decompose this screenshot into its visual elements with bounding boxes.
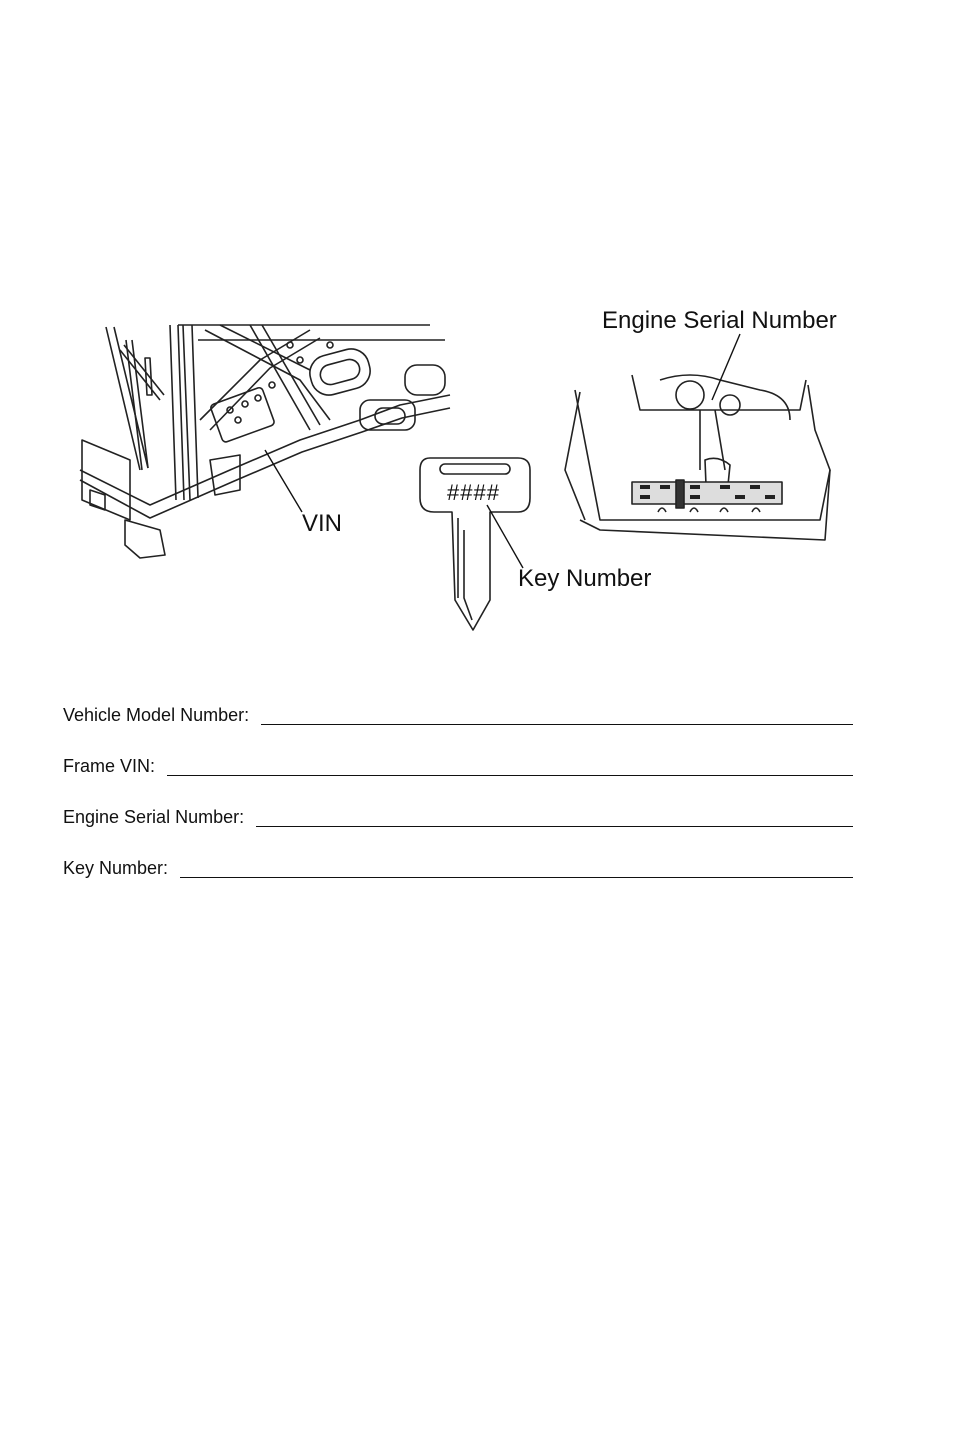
engine-compartment-illustration bbox=[565, 375, 830, 540]
vehicle-model-number-blank[interactable] bbox=[261, 724, 853, 725]
engine-serial-number-blank[interactable] bbox=[256, 826, 853, 827]
engine-serial-number-callout: Engine Serial Number bbox=[602, 307, 837, 334]
frame-vin-blank[interactable] bbox=[167, 775, 853, 776]
vehicle-model-number-label: Vehicle Model Number: bbox=[63, 705, 250, 725]
key-number-callout: Key Number bbox=[518, 565, 652, 592]
form-row-frame-vin bbox=[63, 727, 853, 778]
key-number-label: Key Number: bbox=[63, 858, 169, 878]
vehicle-record-form bbox=[63, 676, 853, 880]
form-row-key-number bbox=[63, 829, 853, 880]
form-row-vehicle-model bbox=[63, 676, 853, 727]
key-code-text: #### bbox=[447, 480, 500, 505]
engine-serial-leader-line bbox=[712, 334, 740, 400]
frame-vin-label: Frame VIN: bbox=[63, 756, 156, 776]
frame-illustration bbox=[80, 325, 450, 558]
form-row-engine-serial bbox=[63, 778, 853, 829]
key-number-leader-line bbox=[487, 505, 523, 568]
engine-serial-number-label: Engine Serial Number: bbox=[63, 807, 245, 827]
vin-callout: VIN bbox=[302, 510, 343, 537]
key-number-blank[interactable] bbox=[180, 877, 853, 878]
